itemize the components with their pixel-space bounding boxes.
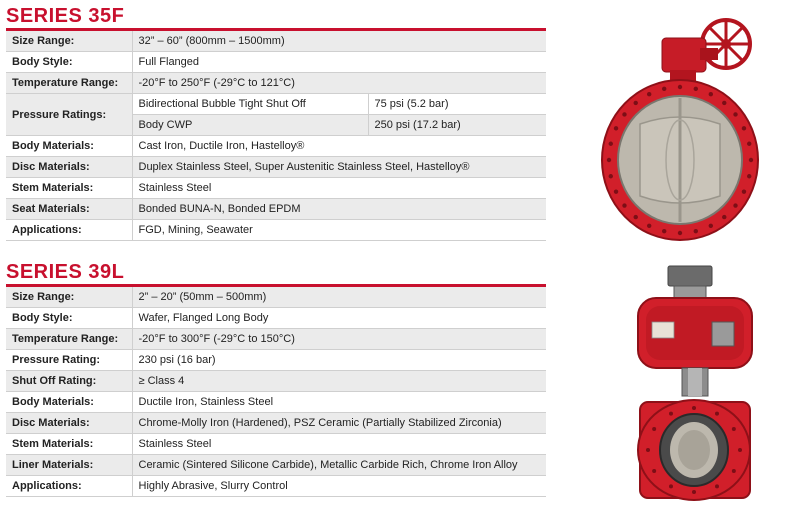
flange-bolt — [692, 406, 696, 410]
flange-bolt — [678, 231, 682, 235]
spec-value: Bonded BUNA-N, Bonded EPDM — [132, 199, 546, 220]
table-row — [6, 434, 546, 455]
table-row — [6, 94, 546, 115]
flange-bolt — [747, 142, 751, 146]
flange-bolt — [732, 469, 736, 473]
spec-label: Pressure Ratings: — [6, 94, 132, 136]
flange-bolt — [647, 92, 651, 96]
spec-value: ≥ Class 4 — [132, 371, 546, 392]
spec-label: Body Materials: — [6, 136, 132, 157]
table-row — [6, 136, 546, 157]
pressure-condition: Body CWP — [132, 115, 368, 136]
table-row — [6, 31, 546, 52]
series-35f-spec-table — [6, 31, 546, 241]
spec-label: Stem Materials: — [6, 178, 132, 199]
table-row — [6, 73, 546, 94]
flange-bolt — [646, 448, 650, 452]
flange-bolt — [622, 112, 626, 116]
flange-bolt — [647, 224, 651, 228]
spec-label: Applications: — [6, 220, 132, 241]
flange-bolt — [609, 174, 613, 178]
series-35f-valve-image — [596, 14, 772, 242]
spec-label: Size Range: — [6, 287, 132, 308]
flange-bolt — [749, 158, 753, 162]
spec-value: Highly Abrasive, Slurry Control — [132, 476, 546, 497]
flange-bolt — [692, 490, 696, 494]
table-row — [6, 178, 546, 199]
flange-bolt — [733, 203, 737, 207]
table-row — [6, 371, 546, 392]
handwheel-icon — [702, 20, 750, 68]
flange-bolt — [634, 215, 638, 219]
flange-bolt — [669, 412, 673, 416]
limit-switch-box — [668, 266, 712, 298]
flange-bolt — [634, 101, 638, 105]
flange-bolt — [669, 484, 673, 488]
spec-value: Full Flanged — [132, 52, 546, 73]
spec-value: -20°F to 250°F (-29°C to 121°C) — [132, 73, 546, 94]
flange-bolt — [709, 92, 713, 96]
flange-bolt — [747, 174, 751, 178]
spec-value: FGD, Mining, Seawater — [132, 220, 546, 241]
table-row — [6, 287, 546, 308]
spec-value: Stainless Steel — [132, 434, 546, 455]
valve-body — [638, 400, 750, 500]
flange-bolt — [678, 85, 682, 89]
spec-value: 230 psi (16 bar) — [132, 350, 546, 371]
flange-bolt — [709, 224, 713, 228]
spec-label: Pressure Rating: — [6, 350, 132, 371]
spec-value: Ductile Iron, Stainless Steel — [132, 392, 546, 413]
flange-bolt — [715, 484, 719, 488]
table-row — [6, 350, 546, 371]
table-row — [6, 199, 546, 220]
spec-label: Seat Materials: — [6, 199, 132, 220]
table-row — [6, 220, 546, 241]
series-35f-title: SERIES 35F — [6, 5, 125, 27]
flange-bolt — [694, 87, 698, 91]
spec-label: Body Style: — [6, 308, 132, 329]
flange-bolt — [722, 101, 726, 105]
table-row — [6, 455, 546, 476]
table-row — [6, 476, 546, 497]
pressure-condition: Bidirectional Bubble Tight Shut Off — [132, 94, 368, 115]
spec-label: Liner Materials: — [6, 455, 132, 476]
spec-value: Chrome-Molly Iron (Hardened), PSZ Ceramic (Partially Stabilized Zirconia) — [132, 413, 546, 434]
table-row — [6, 329, 546, 350]
flange-bolt — [722, 215, 726, 219]
flange-bolt — [622, 203, 626, 207]
spec-label: Temperature Range: — [6, 329, 132, 350]
spec-value: Cast Iron, Ductile Iron, Hastelloy® — [132, 136, 546, 157]
spec-label: Body Style: — [6, 52, 132, 73]
spec-value: 2” – 20” (50mm – 500mm) — [132, 287, 546, 308]
pneumatic-actuator — [638, 298, 752, 368]
mounting-bracket — [682, 368, 708, 396]
pressure-value: 75 psi (5.2 bar) — [368, 94, 546, 115]
series-39l-valve-image — [618, 262, 774, 514]
pressure-value: 250 psi (17.2 bar) — [368, 115, 546, 136]
spec-label: Disc Materials: — [6, 157, 132, 178]
flange-bolt — [652, 469, 656, 473]
table-row — [6, 52, 546, 73]
spec-label: Temperature Range: — [6, 73, 132, 94]
flange-bolt — [715, 412, 719, 416]
spec-label: Size Range: — [6, 31, 132, 52]
flange-bolt — [609, 142, 613, 146]
spec-label: Stem Materials: — [6, 434, 132, 455]
spec-value: Duplex Stainless Steel, Super Austenitic Stainless Steel, Hastelloy® — [132, 157, 546, 178]
flange-bolt — [732, 427, 736, 431]
spec-label: Shut Off Rating: — [6, 371, 132, 392]
flange-bolt — [662, 229, 666, 233]
spec-value: Wafer, Flanged Long Body — [132, 308, 546, 329]
table-row — [6, 392, 546, 413]
flange-bolt — [607, 158, 611, 162]
table-row — [6, 157, 546, 178]
table-row — [6, 413, 546, 434]
spec-value: Stainless Steel — [132, 178, 546, 199]
spec-value: Ceramic (Sintered Silicone Carbide), Metallic Carbide Rich, Chrome Iron Alloy — [132, 455, 546, 476]
flange-bolt — [733, 112, 737, 116]
spec-value: 32” – 60” (800mm – 1500mm) — [132, 31, 546, 52]
spec-label: Body Materials: — [6, 392, 132, 413]
flange-bolt — [662, 87, 666, 91]
spec-label: Disc Materials: — [6, 413, 132, 434]
series-39l-spec-table — [6, 287, 546, 497]
spec-label: Applications: — [6, 476, 132, 497]
flange-bolt — [694, 229, 698, 233]
flange-bolt — [652, 427, 656, 431]
flange-bolt — [742, 189, 746, 193]
flange-bolt — [614, 126, 618, 130]
flange-bolt — [738, 448, 742, 452]
spec-value: -20°F to 300°F (-29°C to 150°C) — [132, 329, 546, 350]
flange-bolt — [614, 189, 618, 193]
series-39l-title: SERIES 39L — [6, 261, 125, 283]
flange-bolt — [742, 126, 746, 130]
table-row — [6, 308, 546, 329]
